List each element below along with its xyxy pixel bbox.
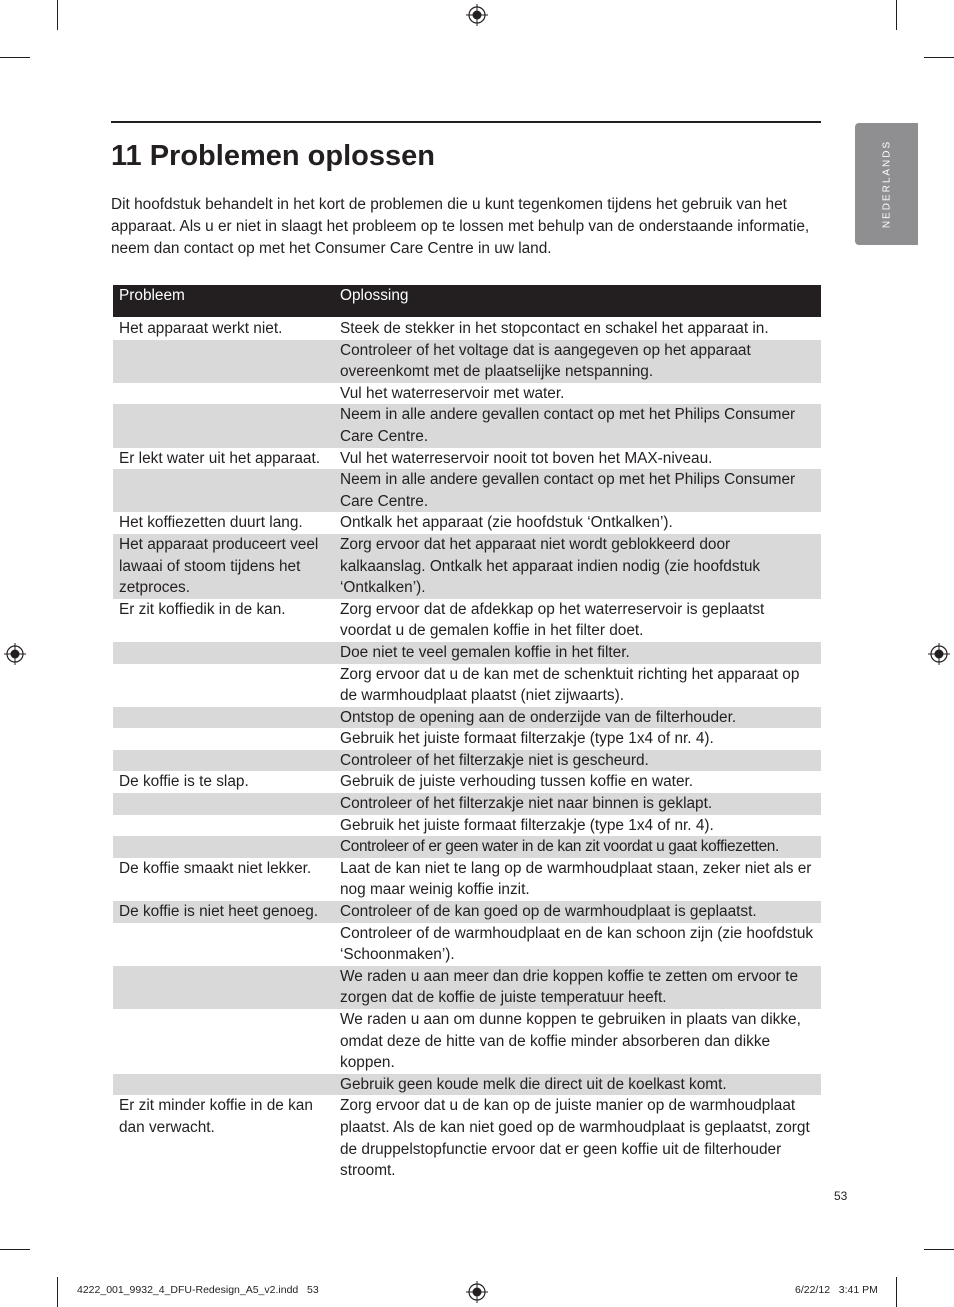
table-row — [113, 642, 821, 664]
table-row — [113, 534, 821, 599]
solution-cell: Zorg ervoor dat u de kan op de juiste manier op de warmhoudplaat plaatst. Als de kan niet goed op de warmhoudplaat is geplaatst, zorgt de druppelstopfunctie ervoor dat er geen koffie uit de filterhouder stroomt. — [340, 1097, 810, 1180]
registration-mark-bottom-icon — [466, 1281, 488, 1303]
solution-cell: Gebruik het juiste formaat filterzakje (type 1x4 of nr. 4). — [340, 730, 714, 748]
problem-cell — [113, 664, 334, 707]
problem-cell — [113, 469, 334, 512]
page-number: 53 — [834, 1189, 848, 1203]
table-row — [113, 1095, 821, 1181]
problem-cell: Het koffiezetten duurt lang. — [119, 514, 303, 532]
solution-cell: Controleer of het voltage dat is aangegeven op het apparaat overeenkomt met de plaatselijke netspanning. — [334, 340, 821, 383]
crop-mark-bottom-left — [57, 1277, 58, 1307]
problem-cell — [113, 923, 334, 966]
solution-cell: Controleer of het filterzakje niet naar binnen is geklapt. — [334, 793, 821, 815]
table-row — [113, 836, 821, 858]
solution-cell: Ontkalk het apparaat (zie hoofdstuk ‘Ontkalken’). — [340, 514, 673, 532]
table-row — [113, 793, 821, 815]
table-row — [113, 1009, 821, 1074]
registration-mark-left-icon — [4, 643, 26, 665]
problem-cell — [113, 1074, 334, 1096]
table-row — [113, 771, 821, 793]
print-slug-timestamp: 6/22/12 3:41 PM — [795, 1284, 878, 1296]
crop-mark-bottom-right-h — [924, 1249, 954, 1250]
language-side-tab — [855, 123, 918, 245]
problem-cell: De koffie smaakt niet lekker. — [119, 859, 312, 877]
solution-cell: Zorg ervoor dat het apparaat niet wordt geblokkeerd door kalkaanslag. Ontkalk het apparaat indien nodig (zie hoofdstuk ‘Ontkalken’). — [334, 534, 821, 599]
problem-cell: Het apparaat werkt niet. — [119, 320, 283, 337]
title-rule — [111, 121, 821, 123]
solution-cell: Zorg ervoor dat u de kan met de schenktuit richting het apparaat op de warmhoudplaat plaatst (niet zijwaarts). — [340, 665, 800, 705]
table-row — [113, 750, 821, 772]
problem-cell: Er zit minder koffie in de kan dan verwacht. — [119, 1097, 313, 1136]
table-row — [113, 707, 821, 729]
page-title: 11 Problemen oplossen — [111, 140, 435, 172]
crop-mark-top-left-h — [0, 57, 30, 58]
table-row — [113, 512, 821, 534]
solution-cell: Neem in alle andere gevallen contact op met het Philips Consumer Care Centre. — [334, 469, 821, 512]
table-row — [113, 901, 821, 923]
table-row — [113, 1074, 821, 1096]
solution-cell: Laat de kan niet te lang op de warmhoudplaat staan, zeker niet als er nog maar weinig koffie inzit. — [340, 859, 812, 899]
problem-cell: Er zit koffiedik in de kan. — [119, 600, 286, 618]
crop-mark-top-left — [57, 0, 58, 30]
table-row — [113, 664, 821, 707]
solution-cell: We raden u aan om dunne koppen te gebruiken in plaats van dikke, omdat deze de hitte van de koffie minder absorberen dan dikke koppen. — [340, 1011, 801, 1072]
troubleshooting-table — [113, 285, 821, 1182]
problem-cell: Er lekt water uit het apparaat. — [119, 449, 321, 467]
solution-cell: Controleer of het filterzakje niet is gescheurd. — [334, 750, 821, 772]
table-row — [113, 340, 821, 383]
problem-cell: Het apparaat produceert veel lawaai of stoom tijdens het zetproces. — [113, 534, 334, 599]
table-row — [113, 966, 821, 1009]
problem-cell — [113, 793, 334, 815]
problem-cell — [113, 404, 334, 447]
print-slug-filename: 4222_001_9932_4_DFU-Redesign_A5_v2.indd 53 — [77, 1284, 319, 1296]
solution-cell: Steek de stekker in het stopcontact en schakel het apparaat in. — [340, 320, 769, 337]
problem-cell — [113, 383, 334, 405]
header-problem: Probleem — [113, 285, 334, 317]
crop-mark-top-right — [896, 0, 897, 30]
problem-cell — [113, 1009, 334, 1074]
table-header-row — [113, 285, 821, 317]
problem-cell — [113, 728, 334, 750]
registration-mark-top-icon — [466, 4, 488, 26]
registration-mark-right-icon — [928, 643, 950, 665]
table-row — [113, 469, 821, 512]
solution-cell: We raden u aan meer dan drie koppen koffie te zetten om ervoor te zorgen dat de koffie de juiste temperatuur heeft. — [334, 966, 821, 1009]
solution-cell: Gebruik het juiste formaat filterzakje (type 1x4 of nr. 4). — [340, 816, 714, 834]
table-row — [113, 815, 821, 837]
solution-cell: Controleer of er geen water in de kan zit voordat u gaat koffiezetten. — [334, 836, 821, 858]
solution-cell: Gebruik geen koude melk die direct uit de koelkast komt. — [334, 1074, 821, 1096]
solution-cell: Ontstop de opening aan de onderzijde van de filterhouder. — [334, 707, 821, 729]
problem-cell: De koffie is te slap. — [119, 773, 249, 791]
table-row — [113, 728, 821, 750]
table-row — [113, 383, 821, 405]
problem-cell — [113, 836, 334, 858]
intro-paragraph: Dit hoofdstuk behandelt in het kort de problemen die u kunt tegenkomen tijdens het gebruik van het apparaat. Als u er niet in slaagt het probleem op te lossen met behulp van de onderstaande informatie, neem dan contact op met het Consumer Care Centre in uw land. — [111, 196, 810, 257]
problem-cell: De koffie is niet heet genoeg. — [113, 901, 334, 923]
solution-cell: Doe niet te veel gemalen koffie in het filter. — [334, 642, 821, 664]
solution-cell: Controleer of de kan goed op de warmhoudplaat is geplaatst. — [334, 901, 821, 923]
problem-cell — [113, 966, 334, 1009]
problem-cell — [113, 642, 334, 664]
crop-mark-bottom-right — [896, 1277, 897, 1307]
solution-cell: Controleer of de warmhoudplaat en de kan schoon zijn (zie hoofdstuk ‘Schoonmaken’). — [340, 924, 814, 964]
table-row — [113, 858, 821, 901]
solution-cell: Neem in alle andere gevallen contact op met het Philips Consumer Care Centre. — [334, 404, 821, 447]
table-row — [113, 599, 821, 642]
crop-mark-top-right-h — [924, 57, 954, 58]
table-row — [113, 318, 821, 340]
solution-cell: Zorg ervoor dat de afdekkap op het waterreservoir is geplaatst voordat u de gemalen koffie in het filter doet. — [340, 600, 765, 640]
solution-cell: Vul het waterreservoir met water. — [340, 384, 565, 402]
crop-mark-bottom-left-h — [0, 1249, 30, 1250]
header-solution: Oplossing — [334, 285, 821, 317]
solution-cell: Gebruik de juiste verhouding tussen koffie en water. — [340, 773, 694, 791]
table-row — [113, 404, 821, 447]
problem-cell — [113, 707, 334, 729]
problem-cell — [113, 750, 334, 772]
table-row — [113, 448, 821, 470]
problem-cell — [113, 815, 334, 837]
table-row — [113, 923, 821, 966]
problem-cell — [113, 340, 334, 383]
language-side-tab-label: NEDERLANDS — [881, 139, 892, 229]
solution-cell: Vul het waterreservoir nooit tot boven het MAX-niveau. — [340, 449, 713, 467]
